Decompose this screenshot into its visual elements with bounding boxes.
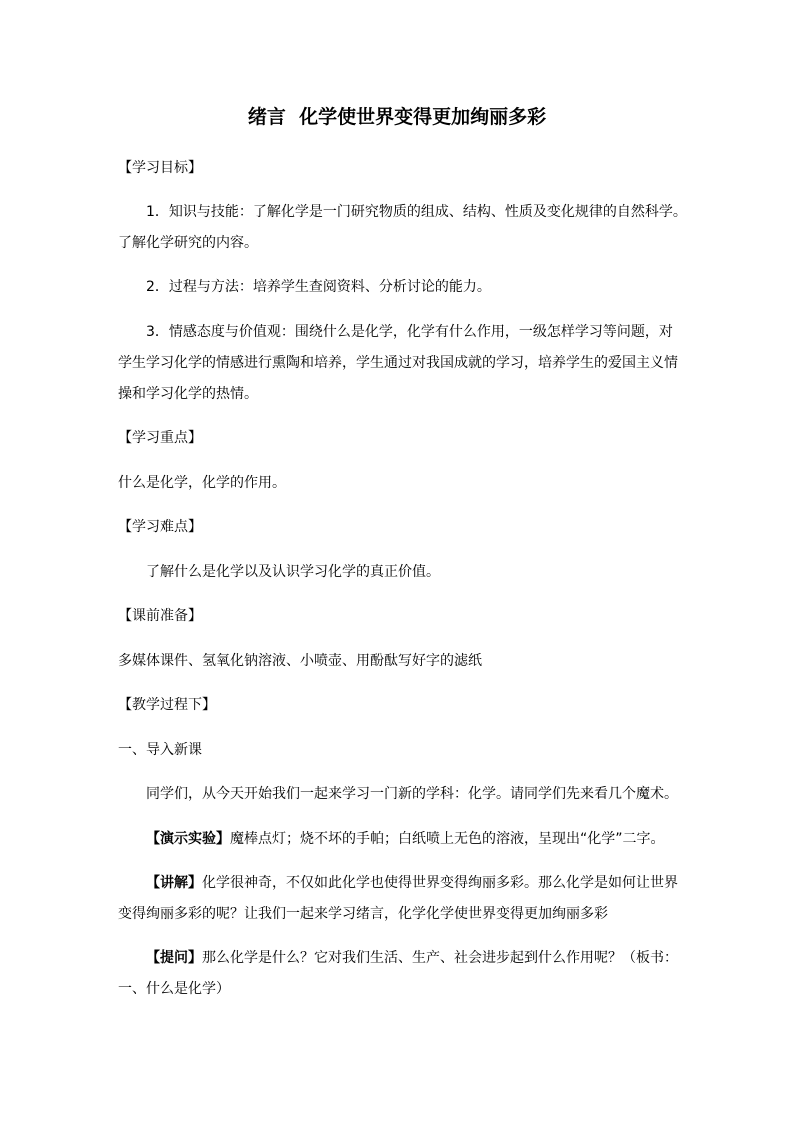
objective-attitude-line3: 操和学习化学的热情。	[118, 386, 258, 402]
preparation-text: 多媒体课件、氢氧化钠溶液、小喷壶、用酚酞写好字的滤纸	[118, 653, 482, 669]
demo-tag: 【演示实验】	[146, 831, 230, 847]
objective-process: 2．过程与方法：培养学生查阅资料、分析讨论的能力。	[146, 279, 491, 295]
objectives-heading: 【学习目标】	[118, 160, 202, 176]
demo-line	[146, 828, 665, 850]
explain-line1	[146, 872, 678, 894]
question-text-line1: 那么化学是什么？它对我们生活、生产、社会进步起到什么作用呢？（板书：	[202, 950, 678, 966]
explain-text-line1: 化学很神奇，不仅如此化学也使得世界变得绚丽多彩。那么化学是如何让世界	[202, 875, 678, 891]
difficulties-heading: 【学习难点】	[118, 519, 202, 535]
objective-attitude-line1: 3．情感态度与价值观：围绕什么是化学，化学有什么作用，一级怎样学习等问题，对	[146, 324, 673, 340]
preparation-heading: 【课前准备】	[118, 608, 202, 624]
key-points-heading: 【学习重点】	[118, 430, 202, 446]
intro-paragraph: 同学们，从今天开始我们一起来学习一门新的学科：化学。请同学们先来看几个魔术。	[146, 786, 678, 802]
objective-knowledge-line1: 1．知识与技能：了解化学是一门研究物质的组成、结构、性质及变化规律的自然科学。	[146, 204, 687, 220]
question-tag: 【提问】	[146, 950, 202, 966]
explain-tag: 【讲解】	[146, 875, 202, 891]
demo-text: 魔棒点灯；烧不坏的手帕；白纸喷上无色的溶液，呈现出“化学”二字。	[230, 831, 665, 847]
process-part1: 一、导入新课	[118, 742, 202, 758]
document-title: 绪言 化学使世界变得更加绚丽多彩	[247, 106, 547, 128]
question-line1	[146, 947, 678, 969]
difficulties-text: 了解什么是化学以及认识学习化学的真正价值。	[146, 564, 440, 580]
key-points-text: 什么是化学，化学的作用。	[118, 475, 286, 491]
objective-knowledge-line2: 了解化学研究的内容。	[118, 235, 258, 251]
explain-line2: 变得绚丽多彩的呢？让我们一起来学习绪言，化学化学使世界变得更加绚丽多彩	[118, 906, 608, 922]
question-line2: 一、什么是化学）	[118, 981, 230, 997]
process-heading: 【教学过程下】	[118, 697, 216, 713]
objective-attitude-line2: 学生学习化学的情感进行熏陶和培养，学生通过对我国成就的学习，培养学生的爱国主义情	[118, 355, 678, 371]
